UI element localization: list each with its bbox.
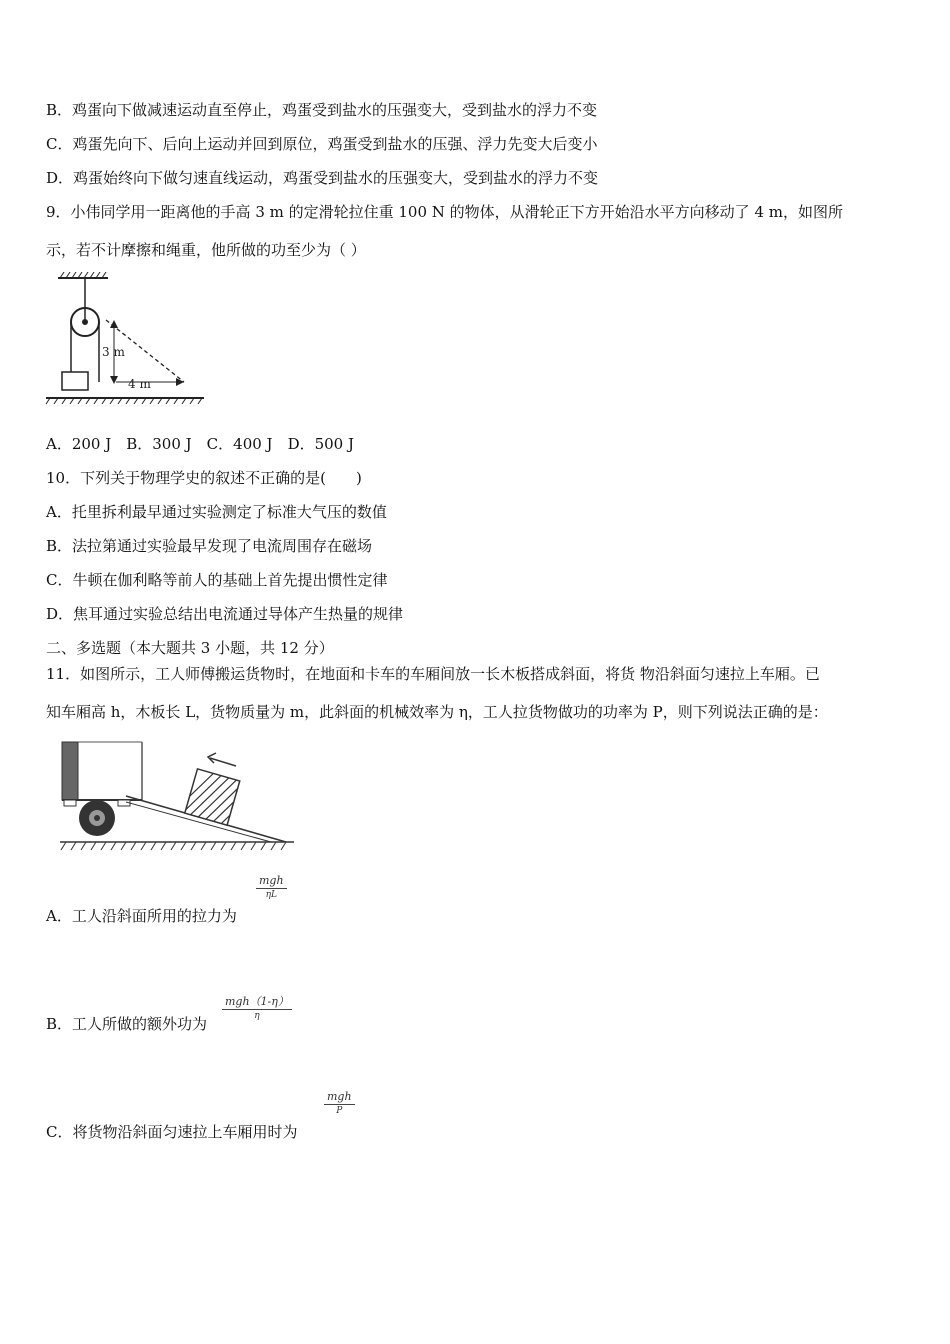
fraction-numerator: mgh (327, 1090, 352, 1103)
fraction-numerator: mgh (259, 874, 284, 887)
fraction-denominator: ηL (265, 890, 277, 900)
q11-ramp-truck-figure (56, 738, 298, 856)
q9-figure-label-height: 3 m (102, 345, 125, 359)
q11-option-b-fraction (222, 995, 292, 1022)
fraction-denominator: P (336, 1106, 343, 1116)
q11-option-c: C．将货物沿斜面匀速拉上车厢用时为 (46, 1123, 298, 1141)
q10-option-c: C．牛顿在伽利略等前人的基础上首先提出惯性定律 (46, 571, 388, 589)
q11-stem-line1: 11．如图所示，工人师傅搬运货物时，在地面和卡车的车厢间放一长木板搭成斜面，将货 物沿斜面匀速拉上车厢。已 (46, 665, 820, 683)
q11-option-a-fraction (256, 874, 287, 901)
q8-option-c: C．鸡蛋先向下、后向上运动并回到原位，鸡蛋受到盐水的压强、浮力先变大后变小 (46, 135, 598, 153)
q9-options: A．200 J B．300 J C．400 J D．500 J (46, 435, 355, 453)
q8-option-b: B．鸡蛋向下做减速运动直至停止，鸡蛋受到盐水的压强变大，受到盐水的浮力不变 (46, 101, 598, 119)
fraction-denominator: η (254, 1011, 260, 1021)
q9-figure-label-width: 4 m (128, 377, 151, 391)
q8-option-d: D．鸡蛋始终向下做匀速直线运动，鸡蛋受到盐水的压强变大，受到盐水的浮力不变 (46, 169, 599, 187)
q11-option-b: B．工人所做的额外功为 (46, 1015, 208, 1033)
q11-option-c-fraction (324, 1090, 355, 1117)
q10-stem: 10．下列关于物理学史的叙述不正确的是( ) (46, 469, 362, 487)
q9-stem-line1: 9．小伟同学用一距离他的手高 3 m 的定滑轮拉住重 100 N 的物体，从滑轮正下方开始沿水平方向移动了 4 m，如图所 (46, 203, 843, 221)
q10-option-a: A．托里拆利最早通过实验测定了标准大气压的数值 (46, 503, 387, 521)
q11-stem-line2: 知车厢高 h，木板长 L，货物质量为 m，此斜面的机械效率为 η，工人拉货物做功的功率为 P，则下列说法正确的是： (46, 703, 828, 721)
fraction-numerator: mgh（1-η） (225, 995, 289, 1008)
q11-option-a: A．工人沿斜面所用的拉力为 (46, 907, 237, 925)
section-heading: 二、多选题（本大题共 3 小题，共 12 分） (46, 639, 334, 657)
q9-stem-line2: 示，若不计摩擦和绳重，他所做的功至少为（ ） (46, 241, 366, 259)
q9-pulley-figure (44, 272, 210, 406)
q10-option-b: B．法拉第通过实验最早发现了电流周围存在磁场 (46, 537, 373, 555)
q10-option-d: D．焦耳通过实验总结出电流通过导体产生热量的规律 (46, 605, 404, 623)
